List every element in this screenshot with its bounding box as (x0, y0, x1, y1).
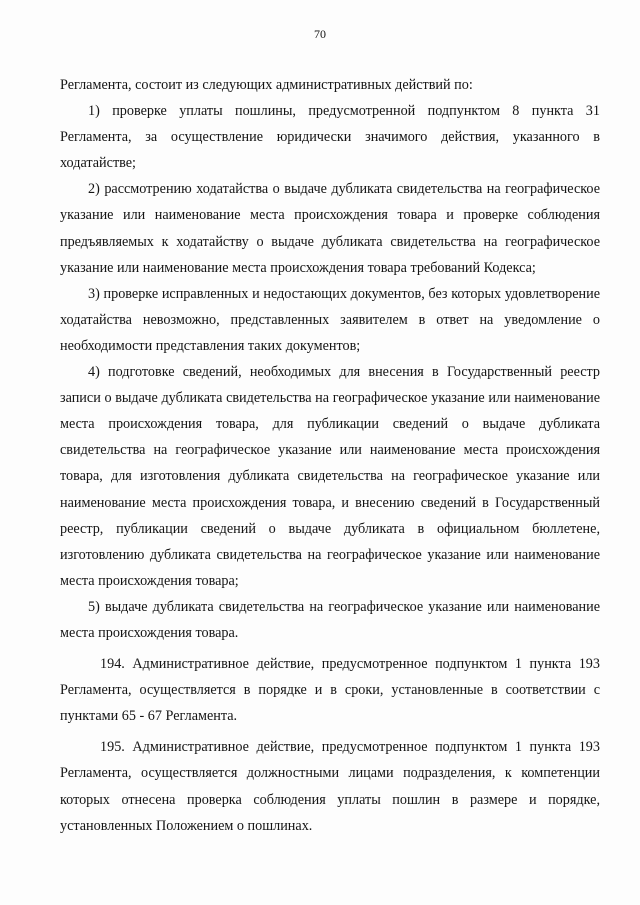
list-item-4: 4) подготовке сведений, необходимых для внесения в Государственный реестр записи о выдаче дубликата свидетельства на географическое указание или наименование места происхождения товара, для публикации сведений о выдаче дубликата свидетельства на географическое указание или наименование места происхождения товара, для изготовления дубликата свидетельства на географическое указание или наименование места происхождения товара, и внесению сведений в Государственный реестр, публикации сведений о выдаче дубликата в официальном бюллетене, изготовлению дубликата свидетельства на географическое указание или наименование места происхождения товара; (60, 364, 600, 589)
paragraph-intro: Регламента, состоит из следующих административных действий по: (60, 77, 473, 93)
list-item-2: 2) рассмотрению ходатайства о выдаче дубликата свидетельства на географическое указание или наименование места происхождения товара и проверке соблюдения предъявляемых к ходатайству о выдаче дубликата свидетельства на географическое указание или наименование места происхождения товара требований Кодекса; (60, 181, 600, 276)
clause-194: 194. Административное действие, предусмотренное подпунктом 1 пункта 193 Регламента, осуществляется в порядке и в сроки, установленные в соответствии с пунктами 65 - 67 Регламента. (60, 656, 600, 725)
list-item-1: 1) проверке уплаты пошлины, предусмотренной подпунктом 8 пункта 31 Регламента, за осуществление юридически значимого действия, указанного в ходатайстве; (60, 103, 600, 172)
page-number: 70 (314, 27, 326, 41)
list-item-3: 3) проверке исправленных и недостающих документов, без которых удовлетворение ходатайства невозможно, представленных заявителем в ответ на уведомление о необходимости представления таких документов; (60, 285, 600, 354)
list-item-5: 5) выдаче дубликата свидетельства на географическое указание или наименование места происхождения товара. (60, 598, 600, 641)
page-body (60, 72, 600, 839)
clause-195: 195. Административное действие, предусмотренное подпунктом 1 пункта 193 Регламента, осуществляется должностными лицами подразделения, к компетенции которых отнесена проверка соблюдения уплаты пошлин в размере и порядке, установленных Положением о пошлинах. (60, 739, 600, 834)
